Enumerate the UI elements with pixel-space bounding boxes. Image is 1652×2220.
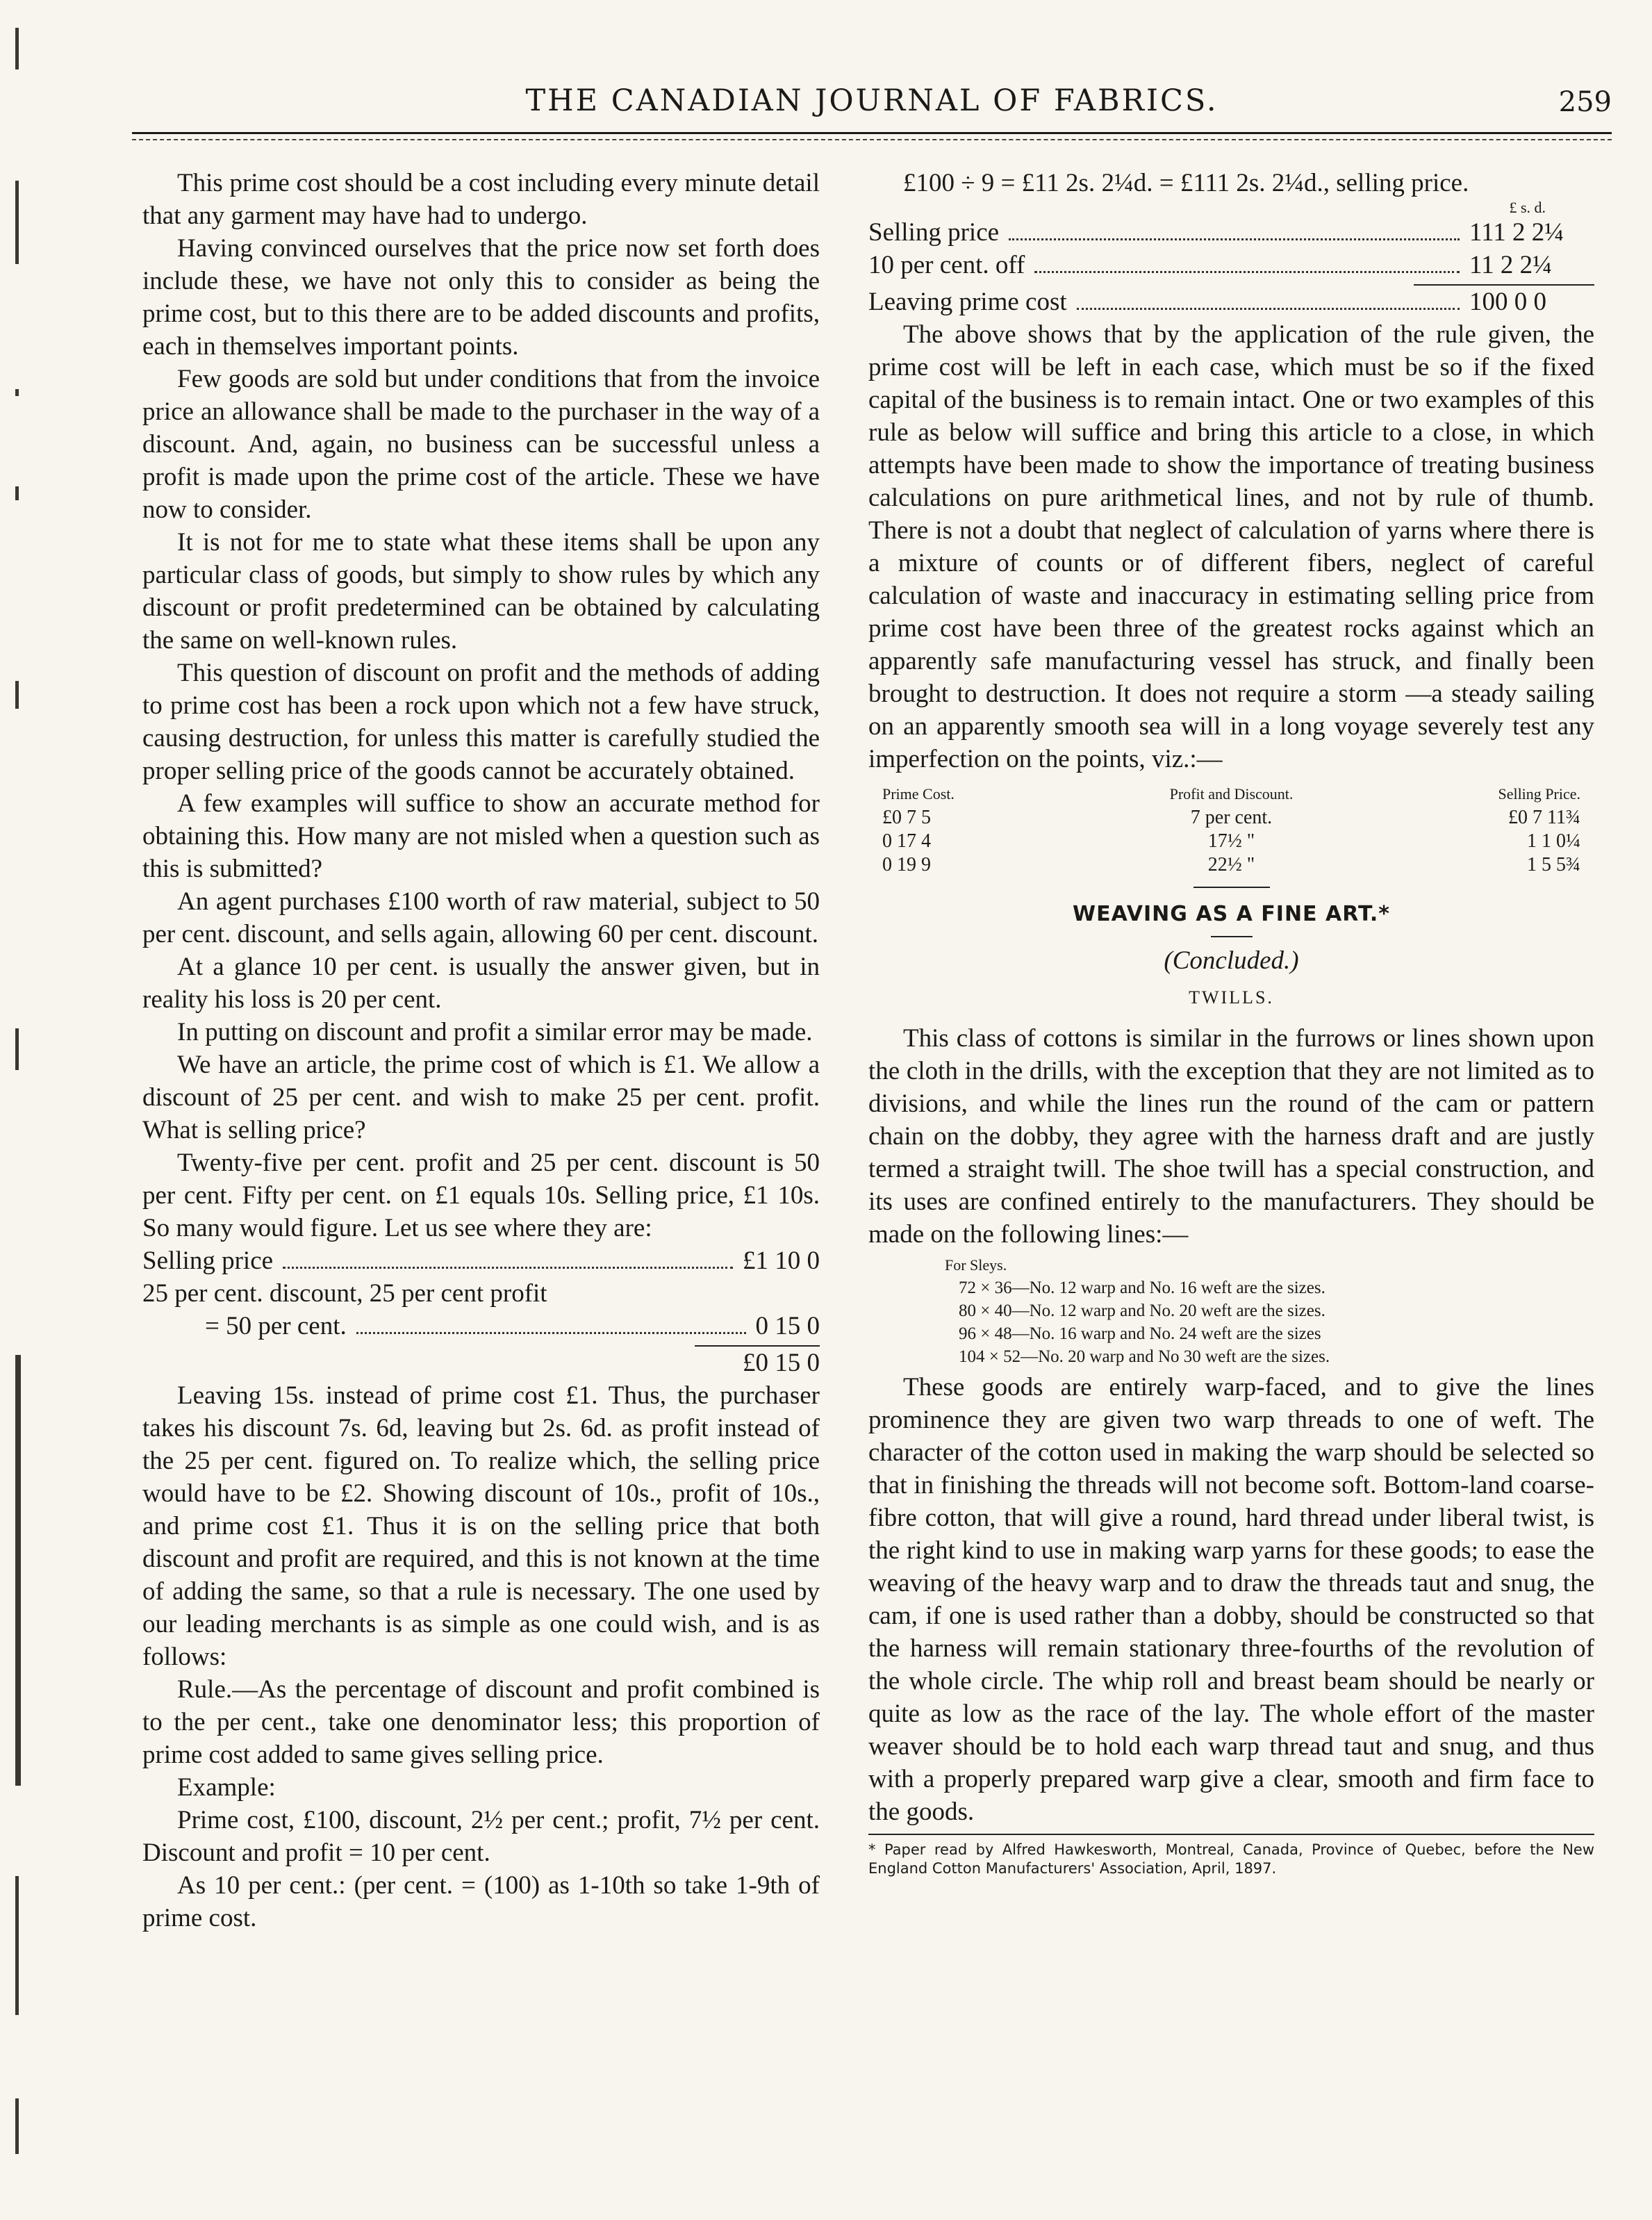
paragraph: Leaving 15s. instead of prime cost £1. Thus, the purchaser takes his discount 7s. 6d, leaving but 2s. 6d. as profit instead of the 25 per cent. figured on. To realize which, the selling price would have to be £2. Showing discount of 10s., profit of 10s., and prime cost £1. Thus it is on the selling price that both discount and profit are required, and this is not known at the time of adding the same, so that a rule is necessary. The one used by our leading merchants is as simple as one could wish, and is as follows: — [142, 1381, 820, 1671]
paragraph: Twenty-five per cent. profit and 25 per cent. discount is 50 per cent. Fifty per cent. on £1 equals 10s. Selling price, £1 10s. So many would figure. Let us see where they are: — [142, 1149, 820, 1242]
calculation-block — [142, 1244, 820, 1379]
paragraph: This class of cottons is similar in the furrows or lines shown upon the cloth in the drills, with the exception that they are not limited as to divisions, and while the lines run the round of the cam or pattern chain on the dobby, they agree with the harness draft and are justly termed a straight twill. The shoe twill has a special construction, and its uses are confined entirely to the manufacturers. They should be made on the following lines:— — [868, 1024, 1594, 1249]
paragraph: As 10 per cent.: (per cent. = (100) as 1-10th so take 1-9th of prime cost. — [142, 1871, 820, 1932]
calc-amount: £1 10 0 — [743, 1247, 820, 1275]
paragraph: A few examples will suffice to show an accurate method for obtaining this. How many are not misled when a question such as this is submitted? — [142, 789, 820, 883]
header-rule-dashed — [132, 139, 1612, 140]
calc-amount: 111 2 2¼ — [1469, 218, 1564, 247]
calc-row-selling — [142, 1244, 820, 1277]
table-cell: 22½ " — [1207, 854, 1255, 875]
scan-edge-specks — [7, 0, 28, 2220]
paragraph: This question of discount on profit and the methods of adding to prime cost has been a rock upon which not a few have struck, causing destruction, for unless this matter is carefully studied the proper selling price of the goods cannot be accurately obtained. — [142, 659, 820, 785]
footnote: * Paper read by Alfred Hawkesworth, Montreal, Canada, Province of Quebec, before the New England Cotton Manufacturers' Association, April, 1897. — [868, 1841, 1594, 1877]
lsd-header: £ s. d. — [1509, 199, 1546, 216]
table-cell: 0 19 9 — [882, 854, 931, 875]
footnote-rule — [868, 1834, 1594, 1835]
paragraph: The above shows that by the application of the rule given, the prime cost will be left in each case, which must be so if the fixed capital of the business is to remain intact. One or two examples of this rule as below will suffice and bring this article to a close, in which attempts have been made to show the importance of treating business calculations on pure arithmetical lines, and not by rule of thumb. There is not a doubt that neglect of calculation of yarns where there is a mixture of counts or of different fibers, neglect of careful calculation of waste and inaccuracy in estimating selling price from prime cost have been three of the greatest rocks against which an apparently safe manufacturing vessel has struck, and finally been brought to destruction. It does not require a storm —a steady sailing on an apparently smooth sea will in a long voyage severely test any imperfection on the points, viz.:— — [868, 320, 1594, 773]
examples-table — [868, 782, 1594, 877]
table-header: Selling Price. — [1498, 785, 1580, 803]
calc-label: 25 per cent. discount, 25 per cent profit — [142, 1279, 547, 1308]
calc-amount: 100 0 0 — [1469, 288, 1546, 316]
section-divider — [1211, 936, 1253, 937]
calc-label: 10 per cent. off — [868, 251, 1025, 279]
calc-amount: 0 15 0 — [755, 1312, 820, 1340]
table-cell: 1 5 5¾ — [1527, 854, 1580, 875]
table-cell: £0 7 5 — [882, 807, 931, 828]
header-rule — [132, 132, 1612, 134]
paragraph: An agent purchases £100 worth of raw material, subject to 50 per cent. discount, and sells again, allowing 60 per cent. discount. — [142, 887, 820, 948]
equation: £100 ÷ 9 = £11 2s. 2¼d. = £111 2s. 2¼d., selling price. — [903, 169, 1469, 197]
rule-paragraph: Rule.—As the percentage of discount and profit combined is to the per cent., take one denominator less; this proportion of prime cost added to same gives selling price. — [142, 1675, 820, 1769]
right-column — [868, 167, 1594, 1878]
table-cell: 0 17 4 — [882, 830, 931, 852]
paragraph: We have an article, the prime cost of which is £1. We allow a discount of 25 per cent. and wish to make 25 per cent. profit. What is selling price? — [142, 1051, 820, 1144]
calc-row-off — [868, 249, 1594, 281]
table-cell: 7 per cent. — [1190, 807, 1273, 828]
table-header: Profit and Discount. — [1169, 785, 1294, 803]
page-number: 259 — [1558, 86, 1612, 118]
paragraph: It is not for me to state what these items shall be upon any particular class of goods, but simply to show rules by which any discount or profit predetermined can be obtained by calculating the same on well-known rules. — [142, 528, 820, 655]
list-item: 80 × 40—No. 12 warp and No. 20 weft are the sizes. — [959, 1301, 1325, 1320]
calc-label: Selling price — [868, 218, 1000, 247]
table-header: Prime Cost. — [882, 785, 955, 803]
table-cell: £0 7 11¾ — [1508, 807, 1580, 828]
paragraph: These goods are entirely warp-faced, and to give the lines prominence they are given two warp threads to one of weft. The character of the cotton used in making the warp should be selected so that in finishing the threads will not become soft. Bottom-land coarse-fibre cotton, that will give a round, hard thread under liberal twist, is the right kind to use in making warp yarns for these goods; to ease the weaving of the heavy warp and to draw the threads taut and snug, the cam, if one is used rather than a dobby, should be constructed so that the harness will remain stationary three-fourths of the revolution of the whole circle. The whip roll and breast beam should be nearly or quite as low as the race of the lay. The whole effort of the master weaver should be to hold each warp thread taut and snug, and thus with a properly prepared warp give a clear, smooth and firm face to the goods. — [868, 1373, 1594, 1826]
section-divider — [1193, 887, 1270, 888]
paragraph: Prime cost, £100, discount, 2½ per cent.; profit, 7½ per cent. Discount and profit = 10 per cent. — [142, 1806, 820, 1867]
calc-row-selling — [868, 216, 1594, 249]
calc-label: = 50 per cent. — [205, 1312, 347, 1340]
calc-amount: 11 2 2¼ — [1469, 251, 1552, 279]
left-column — [142, 167, 820, 1934]
paragraph: In putting on discount and profit a similar error may be made. — [177, 1018, 813, 1046]
paragraph: This prime cost should be a cost including every minute detail that any garment may have had to undergo. — [142, 169, 820, 230]
calc-row-discount — [142, 1310, 820, 1342]
paragraph: Few goods are sold but under conditions that from the invoice price an allowance shall be made to the purchaser in the way of a discount. And, again, no business can be successful unless a profit is made upon the prime cost of the article. These we have now to consider. — [142, 365, 820, 524]
paragraph: Having convinced ourselves that the price now set forth does include these, we have not only this to consider as being the prime cost, but to this there are to be added discounts and profits, each in themselves important points. — [142, 234, 820, 361]
sleys-list — [868, 1253, 1594, 1368]
calc-row-leaving — [868, 286, 1594, 318]
list-item: 96 × 48—No. 16 warp and No. 24 weft are the sizes — [959, 1324, 1321, 1343]
subheading-twills: TWILLS. — [1189, 987, 1274, 1008]
section-subtitle: (Concluded.) — [1164, 946, 1299, 975]
journal-title: THE CANADIAN JOURNAL OF FABRICS. — [525, 83, 1219, 118]
calc-label: Leaving prime cost — [868, 288, 1067, 316]
table-cell: 1 1 0¼ — [1527, 830, 1580, 852]
page-header — [132, 83, 1612, 125]
paragraph: At a glance 10 per cent. is usually the answer given, but in reality his loss is 20 per cent. — [142, 953, 820, 1014]
section-title: WEAVING AS A FINE ART.* — [1073, 902, 1390, 926]
paragraph: Example: — [177, 1773, 276, 1802]
calc-result: £0 15 0 — [743, 1349, 820, 1377]
list-item: 104 × 52—No. 20 warp and No 30 weft are the sizes. — [959, 1347, 1330, 1366]
sleys-heading: For Sleys. — [945, 1256, 1007, 1274]
table-cell: 17½ " — [1207, 830, 1255, 852]
calc-label: Selling price — [142, 1247, 274, 1275]
list-item: 72 × 36—No. 12 warp and No. 16 weft are the sizes. — [959, 1278, 1325, 1297]
